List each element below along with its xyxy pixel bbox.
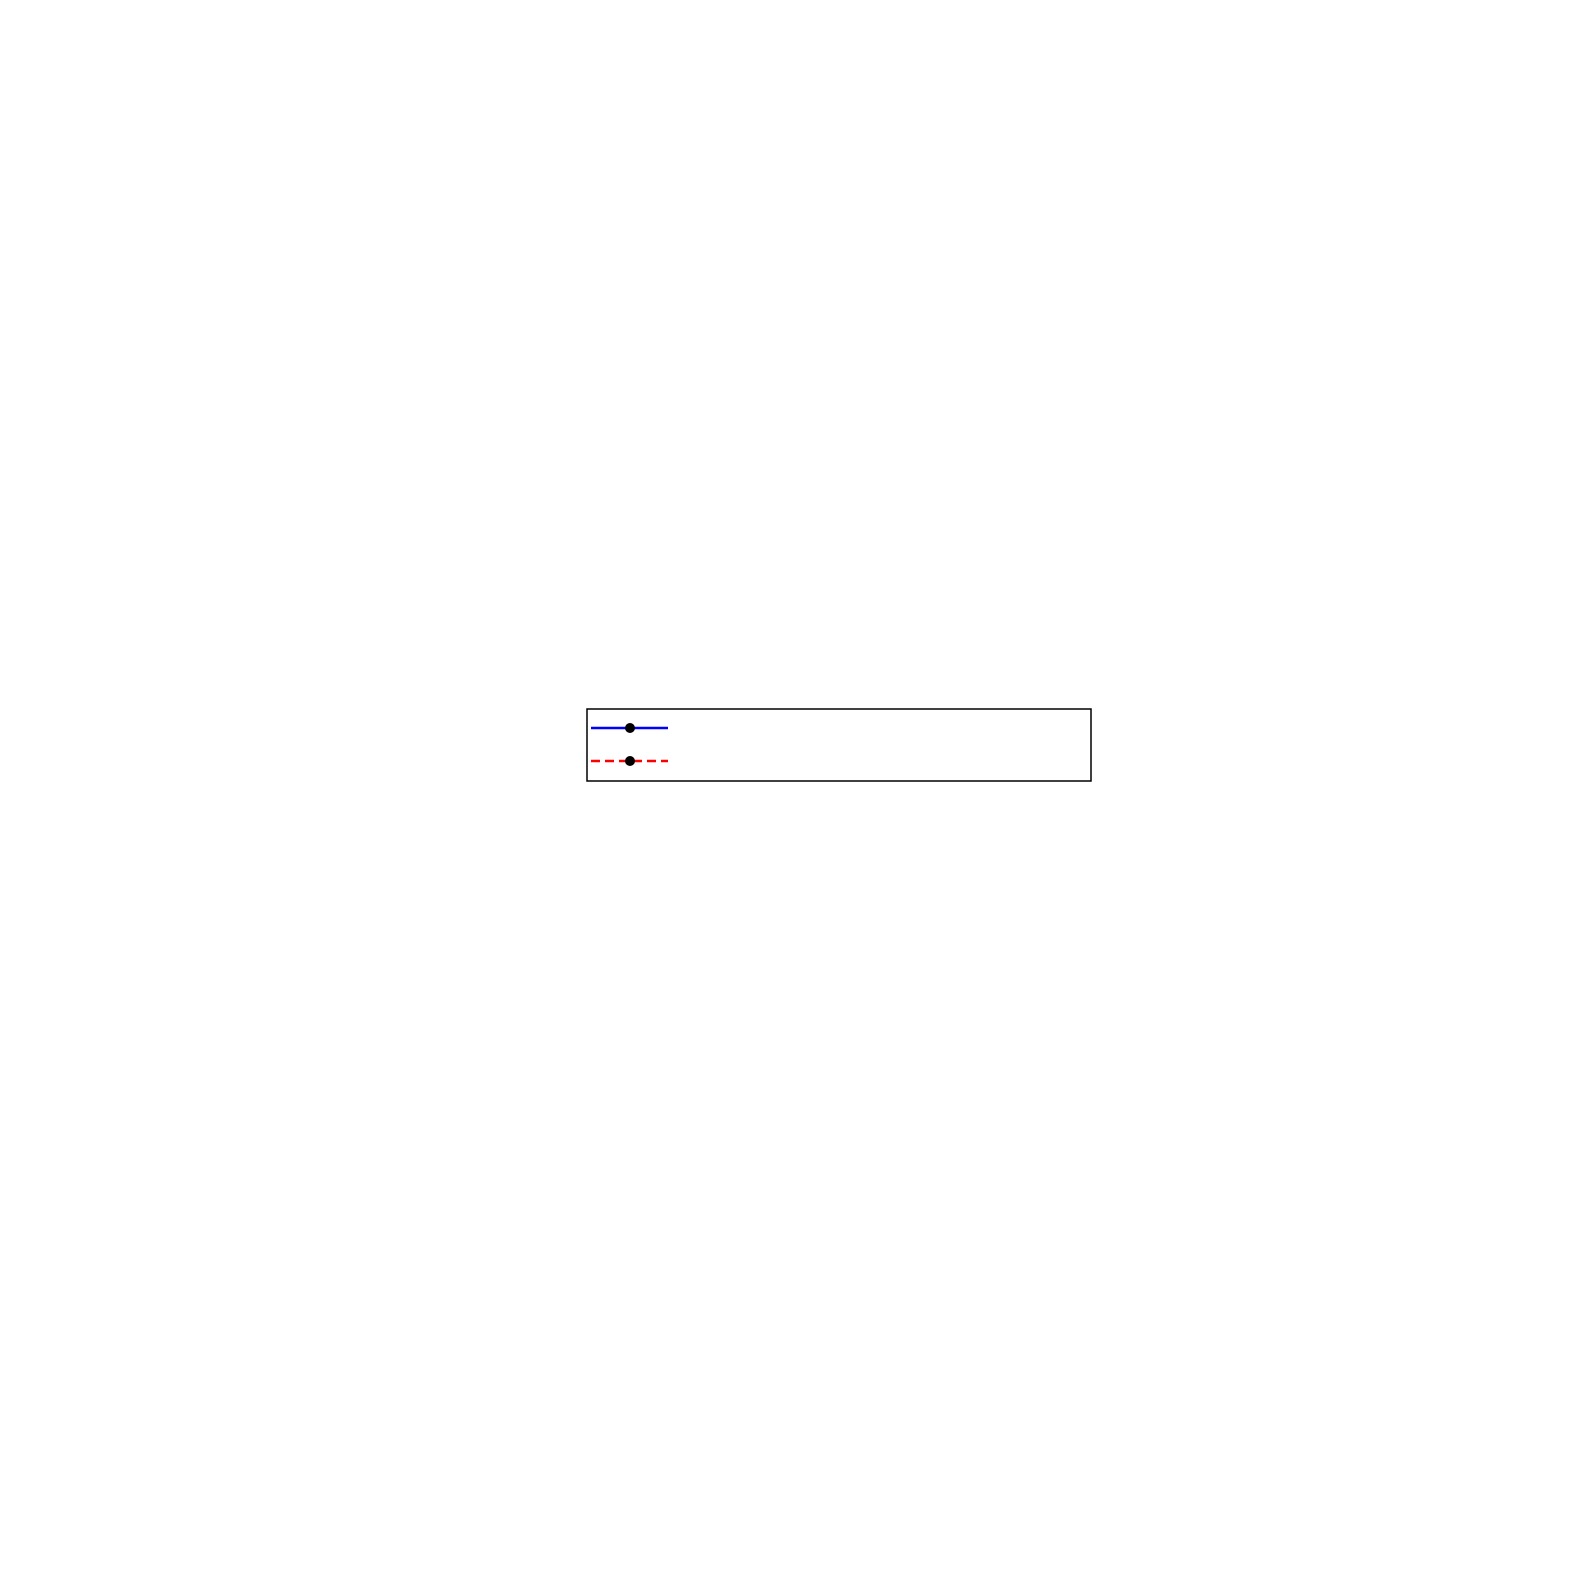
legend-box [587,709,1091,781]
legend-marker-model [625,756,635,766]
legend-marker-arm [625,723,635,733]
legend [587,709,1091,781]
